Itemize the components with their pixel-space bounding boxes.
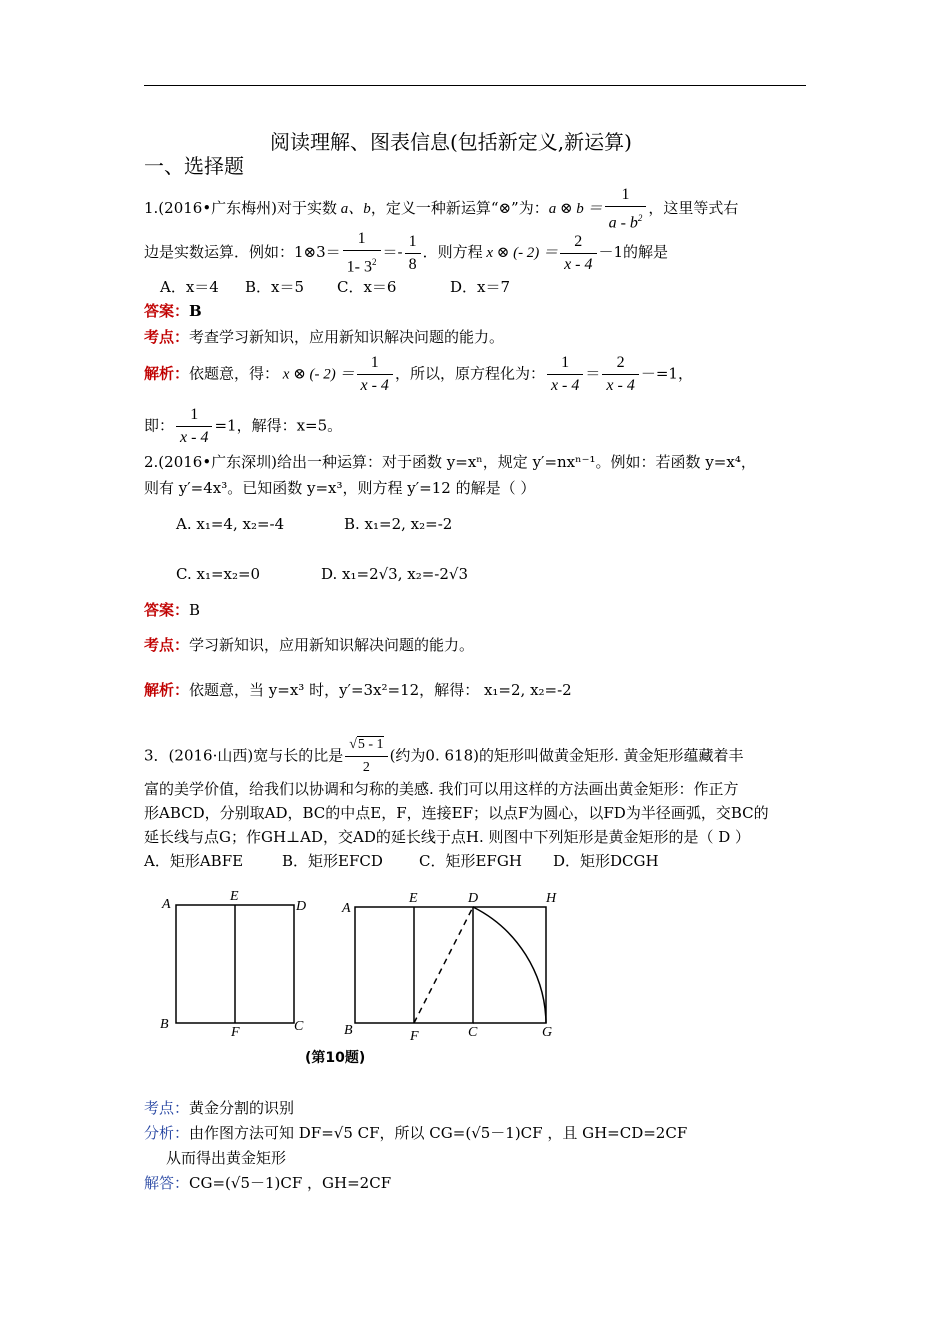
q1-line1: 1.(2016•广东梅州)对于实数 a、b，定义一种新运算“⊗”为：a ⊗ b ＝ $\frac{1}{a - b^2}$ ，这里等式右 <box>144 186 739 232</box>
label-e-left: E <box>230 889 239 904</box>
section-heading: 一、选择题 <box>144 154 244 178</box>
q1-analysis: 解析：依题意，得： x ⊗ (- 2) ＝ $\frac{1}{x - 4}$ ，所以，原方程化为： $\frac{1}{x - 4}$ ＝ $\frac{2}{x - 4}$ －=1， <box>144 354 693 394</box>
label-e-right: E <box>409 891 418 906</box>
arc-dg <box>473 907 546 1023</box>
q2-option-a: A. x₁=4, x₂=-4 <box>176 515 285 533</box>
label-b-right: B <box>344 1023 353 1038</box>
q3-option-a: A．矩形ABFE <box>144 852 244 870</box>
label-c-right: C <box>468 1025 478 1040</box>
label-d-left: D <box>296 899 307 914</box>
q1-point: 考点：考查学习新知识，应用新知识解决问题的能力。 <box>144 328 505 346</box>
q2-line2: 则有 y′=4x³。已知函数 y=x³，则方程 y′=12 的解是（ ） <box>144 479 536 497</box>
label-f-right: F <box>410 1029 419 1044</box>
q1-answer: 答案：B <box>144 302 202 320</box>
label-b-left: B <box>160 1017 169 1032</box>
q1-solve: 即： $\frac{1}{x - 4}$ =1，解得：x=5。 <box>144 406 343 446</box>
geometry-figure <box>150 880 590 1070</box>
label-f-left: F <box>231 1025 240 1040</box>
label-a-right: A <box>342 901 351 916</box>
q2-point: 考点：学习新知识，应用新知识解决问题的能力。 <box>144 636 475 654</box>
dashed-segment-fd <box>414 907 473 1023</box>
q2-answer: 答案：B <box>144 601 201 619</box>
label-d-right: D <box>468 891 479 906</box>
q3-line2: 富的美学价值，给我们以协调和匀称的美感. 我们可以用这样的方法画出黄金矩形：作正方 <box>144 780 739 798</box>
rectangle-dcgh <box>473 907 546 1023</box>
q1-option-d: D．x＝7 <box>450 278 511 296</box>
q1-option-a: A．x＝4 <box>160 278 219 296</box>
q2-analysis: 解析：依题意，当 y=x³ 时，y′=3x²=12，解得： x₁=2, x₂=-2 <box>144 681 572 699</box>
header-rule <box>144 85 806 86</box>
q2-line1: 2.(2016•广东深圳)给出一种运算：对于函数 y=xⁿ，规定 y′=nxⁿ⁻¹。例如：若函数 y=x⁴， <box>144 453 756 471</box>
figure-caption: (第10题) <box>305 1050 366 1066</box>
q3-option-d: D．矩形DCGH <box>553 852 659 870</box>
label-h-right: H <box>546 891 557 906</box>
label-c-left: C <box>294 1019 304 1034</box>
q3-line1: 3．(2016·山西)宽与长的比是 $\frac{√5 - 1}{2}$ (约为0. 618)的矩形叫做黄金矩形. 黄金矩形蕴藏着丰 <box>144 734 744 779</box>
q3-option-c: C．矩形EFGH <box>419 852 522 870</box>
q2-option-c: C. x₁=x₂=0 <box>176 565 261 583</box>
q1-option-b: B．x＝5 <box>245 278 305 296</box>
q1-line2: 边是实数运算．例如：1⊗3＝ $\frac{1}{1- 3^2}$ ＝- $\frac{1}{8}$ ．则方程 x ⊗ (- 2) ＝ $\frac{2}{x - 4}$ －1的解是 <box>144 230 669 276</box>
page-title: 阅读理解、图表信息(包括新定义,新运算) <box>270 130 632 154</box>
q3-line4: 延长线与点G；作GH⊥AD，交AD的延长线于点H. 则图中下列矩形是黄金矩形的是（ D ） <box>144 828 751 846</box>
q3-jieda: 解答：CG=(√5－1)CF ，GH=2CF <box>144 1174 392 1192</box>
q3-line3: 形ABCD，分别取AD，BC的中点E，F，连接EF；以点F为圆心，以FD为半径画弧，交BC的 <box>144 804 769 822</box>
q1-option-c: C．x＝6 <box>337 278 397 296</box>
q3-fenxi-cont: 从而得出黄金矩形 <box>166 1149 287 1167</box>
q3-fenxi: 分析：由作图方法可知 DF=√5 CF，所以 CG=(√5－1)CF ，且 GH=CD=2CF <box>144 1124 688 1142</box>
q2-option-b: B. x₁=2, x₂=-2 <box>344 515 453 533</box>
q2-option-d: D. x₁=2√3, x₂=-2√3 <box>321 565 469 583</box>
q3-option-b: B．矩形EFCD <box>282 852 383 870</box>
q3-point: 考点：黄金分割的识别 <box>144 1099 295 1117</box>
label-g-right: G <box>542 1025 553 1040</box>
label-a-left: A <box>162 897 171 912</box>
